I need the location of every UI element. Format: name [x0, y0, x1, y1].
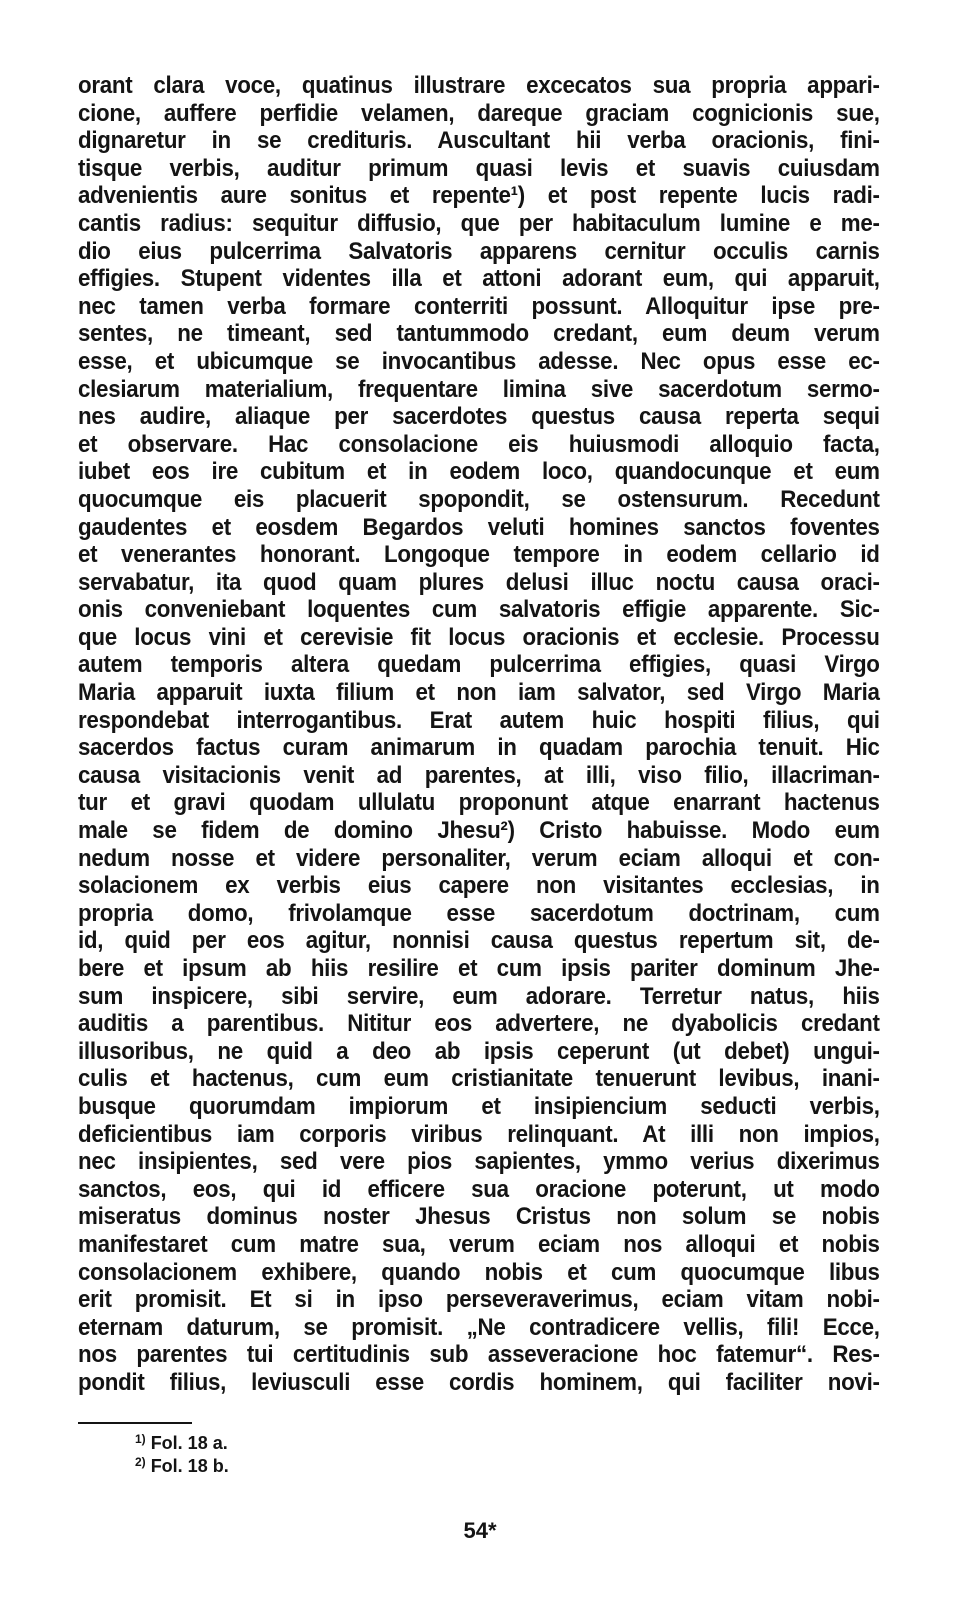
text-line: cantis radius: sequitur diffusio, que per habitaculum lumine e me-: [78, 209, 880, 237]
text-line: esse, et ubicumque se invocantibus adesse. Nec opus esse ec-: [78, 347, 880, 375]
text-line: gaudentes et eosdem Begardos veluti homines sanctos foventes: [78, 513, 880, 541]
text-line: nos parentes tui certitudinis sub asseveracione hoc fatemur“. Res-: [78, 1341, 880, 1369]
footnote-1: [135, 1432, 229, 1455]
text-line: tur et gravi quodam ullulatu proponunt atque enarrant hactenus: [78, 789, 880, 817]
text-line: dignaretur in se credituris. Auscultant hii verba oracionis, fini-: [78, 127, 880, 155]
text-line: id, quid per eos agitur, nonnisi causa questus repertum sit, de-: [78, 927, 880, 955]
text-line: quocumque eis placuerit spopondit, se ostensurum. Recedunt: [78, 485, 880, 513]
text-line: pondit filius, leviusculi esse cordis hominem, qui faciliter novi-: [78, 1368, 880, 1396]
text-line: et venerantes honorant. Longoque tempore in eodem cellario id: [78, 541, 880, 569]
text-line: deficientibus iam corporis viribus relinquant. At illi non impios,: [78, 1120, 880, 1148]
text-line: sacerdos factus curam animarum in quadam parochia tenuit. Hic: [78, 734, 880, 762]
text-line: nedum nosse et videre personaliter, verum eciam alloqui et con-: [78, 844, 880, 872]
text-line: erit promisit. Et si in ipso perseveraverimus, eciam vitam nobi-: [78, 1286, 880, 1314]
text-line: sentes, ne timeant, sed tantummodo credant, eum deum verum: [78, 320, 880, 348]
text-line: consolacionem exhibere, quando nobis et cum quocumque libus: [78, 1258, 880, 1286]
text-line: cione, auffere perfidie velamen, dareque graciam cognicionis sue,: [78, 99, 880, 127]
text-line: que locus vini et cerevisie fit locus oracionis et ecclesie. Processu: [78, 623, 880, 651]
text-line: culis et hactenus, cum eum cristianitate tenuerunt levibus, inani-: [78, 1065, 880, 1093]
text-line: nec tamen verba formare conterriti possunt. Alloquitur ipse pre-: [78, 292, 880, 320]
text-line: busque quorumdam impiorum et insipiencium seducti verbis,: [78, 1092, 880, 1120]
text-line: miseratus dominus noster Jhesus Cristus non solum se nobis: [78, 1203, 880, 1231]
text-line: causa visitacionis venit ad parentes, at illi, viso filio, illacriman-: [78, 761, 880, 789]
text-line: bere et ipsum ab hiis resilire et cum ipsis pariter dominum Jhe-: [78, 955, 880, 982]
footnote-2: [135, 1455, 229, 1478]
text-line: tisque verbis, auditur primum quasi levis et suavis cuiusdam: [78, 154, 880, 182]
text-line: clesiarum materialium, frequentare limina sive sacerdotum sermo-: [78, 375, 880, 403]
text-line: illusoribus, ne quid a deo ab ipsis ceperunt (ut debet) ungui-: [78, 1037, 880, 1065]
main-text-block: [78, 72, 880, 1397]
text-line: propria domo, frivolamque esse sacerdotum doctrinam, cum: [78, 899, 880, 927]
footnote-separator: [78, 1422, 192, 1424]
text-line: male se fidem de domino Jhesu²) Cristo habuisse. Modo eum: [78, 817, 880, 845]
text-line: Maria apparuit iuxta filium et non iam salvator, sed Virgo Maria: [78, 679, 880, 707]
text-line: eternam daturum, se promisit. „Ne contradicere vellis, fili! Ecce,: [78, 1313, 880, 1341]
text-line: autem temporis altera quedam pulcerrima effigies, quasi Virgo: [78, 651, 880, 679]
text-line: orant clara voce, quatinus illustrare excecatos sua propria appari-: [78, 72, 880, 99]
text-line: nes audire, aliaque per sacerdotes questus causa reperta sequi: [78, 403, 880, 431]
text-line: iubet eos ire cubitum et in eodem loco, quandocunque et eum: [78, 458, 880, 486]
text-line: sum inspicere, sibi servire, eum adorare. Terretur natus, hiis: [78, 982, 880, 1010]
text-line: respondebat interrogantibus. Erat autem huic hospiti filius, qui: [78, 706, 880, 734]
footnotes: [135, 1432, 229, 1478]
text-line: et observare. Hac consolacione eis huiusmodi alloquio facta,: [78, 430, 880, 458]
text-line: dio eius pulcerrima Salvatoris apparens cernitur occulis carnis: [78, 237, 880, 265]
text-line: nec insipientes, sed vere pios sapientes, ymmo verius dixerimus: [78, 1148, 880, 1176]
text-line: servabatur, ita quod quam plures delusi illuc noctu causa oraci-: [78, 568, 880, 596]
text-line: sanctos, eos, qui id efficere sua oracione poterunt, ut modo: [78, 1175, 880, 1203]
text-line: onis conveniebant loquentes cum salvatoris effigie apparente. Sic-: [78, 596, 880, 624]
text-line: auditis a parentibus. Nititur eos advertere, ne dyabolicis credant: [78, 1010, 880, 1038]
text-line: solacionem ex verbis eius capere non visitantes ecclesias, in: [78, 872, 880, 900]
page-number: 54*: [463, 1518, 497, 1543]
text-line: advenientis aure sonitus et repente¹) et post repente lucis radi-: [78, 182, 880, 210]
footnote-1-text: Fol. 18 a.: [150, 1433, 228, 1453]
footnote-1-mark: 1): [135, 1432, 146, 1446]
footnote-2-mark: 2): [135, 1455, 146, 1469]
text-line: effigies. Stupent videntes illa et attoni adorant eum, qui apparuit,: [78, 265, 880, 293]
text-line: manifestaret cum matre sua, verum eciam nos alloqui et nobis: [78, 1230, 880, 1258]
footnote-2-text: Fol. 18 b.: [150, 1456, 229, 1476]
